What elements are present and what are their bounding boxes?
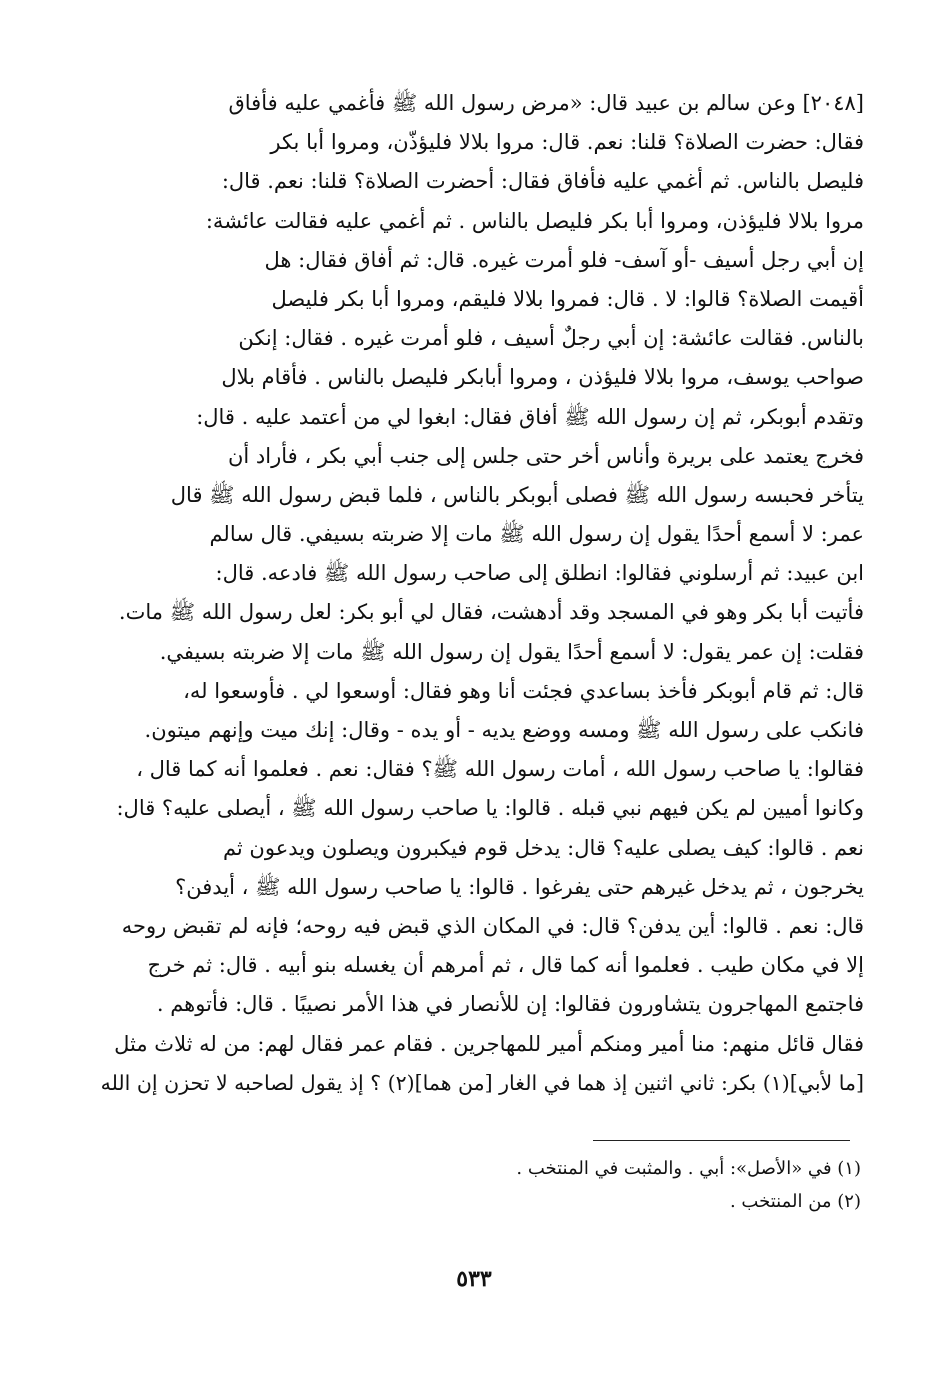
text-line-20: نعم . قالوا: كيف يصلى عليه؟ قال: يدخل قوم فيكبرون ويصلون ويدعون ثم — [222, 835, 864, 860]
text-line-13: ابن عبيد: ثم أرسلوني فقالوا: انطلق إلى صاحب رسول الله ﷺ فادعه. قال: — [215, 561, 864, 586]
text-line-5: إن أبي رجل أسيف -أو آسف- فلو أمرت غيره. قال: ثم أفاق فقال: هل — [264, 247, 864, 272]
footnote-1: (١) في «الأصل»: أبي . والمثبت في المنتخب . — [516, 1158, 861, 1179]
page-number: ٥٣٣ — [456, 1266, 492, 1292]
text-line-18: فقالوا: يا صاحب رسول الله ، أمات رسول الله ﷺ؟ فقال: نعم . فعلموا أنه كما قال ، — [136, 757, 864, 782]
text-line-6: أقيمت الصلاة؟ قالوا: لا . قال: فمروا بلالا فليقم، ومروا أبا بكر فليصل — [271, 286, 864, 311]
text-line-4: مروا بلالا فليؤذن، ومروا أبا بكر فليصل بالناس . ثم أغمي عليه فقالت عائشة: — [205, 208, 864, 233]
footnote-divider — [593, 1140, 850, 1141]
text-line-2: فقال: حضرت الصلاة؟ قلنا: نعم. قال: مروا بلالا فليؤذّن، ومروا أبا بكر — [270, 130, 864, 155]
text-line-16: قال: ثم قام أبوبكر فأخذ بساعدي فجئت أنا وهو فقال: أوسعوا لي . فأوسعوا له، — [183, 678, 864, 703]
text-line-9: وتقدم أبوبكر، ثم إن رسول الله ﷺ أفاق فقال: ابغوا لي من أعتمد عليه . قال: — [196, 404, 864, 429]
text-line-23: إلا في مكان طيب . فعلموا أنه كما قال ، ثم أمرهم أن يغسله بنو أبيه . قال: ثم خرج — [147, 953, 864, 978]
text-line-22: قال: نعم . قالوا: أين يدفن؟ قال: في المكان الذي قبض فيه روحه؛ فإنه لم تقبض روحه — [121, 913, 864, 938]
footnote-2: (٢) من المنتخب . — [729, 1191, 861, 1212]
text-line-11: يتأخر فحبسه رسول الله ﷺ فصلى أبوبكر بالناس ، فلما قبض رسول الله ﷺ قال — [170, 482, 864, 507]
text-line-3: فليصل بالناس. ثم أغمي عليه فأفاق فقال: أحضرت الصلاة؟ قلنا: نعم. قال: — [221, 169, 864, 194]
text-line-1: [٢٠٤٨] وعن سالم بن عبيد قال: «مرض رسول الله ﷺ فأغمي عليه فأفاق — [228, 91, 864, 115]
text-line-26: [ما لأبي](١) بكر: ثاني اثنين إذ هما في الغار [من هما](٢) ؟ إذ يقول لصاحبه لا تحزن إن الله — [100, 1070, 864, 1095]
text-line-21: يخرجون ، ثم يدخل غيرهم حتى يفرغوا . قالوا: يا صاحب رسول الله ﷺ ، أيدفن؟ — [175, 874, 864, 899]
text-line-24: فاجتمع المهاجرون يتشاورون فقالوا: إن للأنصار في هذا الأمر نصيبًا . قال: فأتوهم . — [156, 992, 864, 1017]
text-line-8: صواحب يوسف، مروا بلالا فليؤذن ، ومروا أبابكر فليصل بالناس . فأقام بلال — [221, 365, 864, 390]
text-line-7: بالناس. فقالت عائشة: إن أبي رجلٌ أسيف ، فلو أمرت غيره . فقال: إنكن — [238, 326, 864, 351]
hadith-text-block — [96, 84, 864, 1103]
text-line-12: عمر: لا أسمع أحدًا يقول إن رسول الله ﷺ مات إلا ضربته بسيفي. قال سالم — [209, 522, 864, 547]
text-line-19: وكانوا أميين لم يكن فيهم نبي قبله . قالوا: يا صاحب رسول الله ﷺ ، أيصلى عليه؟ قال: — [116, 796, 864, 821]
text-line-17: فانكب على رسول الله ﷺ ومسه ووضع يديه - أو يده - وقال: إنك ميت وإنهم ميتون. — [144, 718, 864, 742]
footnotes — [96, 1152, 861, 1218]
text-line-25: فقال قائل منهم: منا أمير ومنكم أمير للمهاجرين . فقام عمر فقال لهم: من له ثلاث مثل — [114, 1031, 864, 1056]
text-line-15: فقلت: إن عمر يقول: لا أسمع أحدًا يقول إن رسول الله ﷺ مات إلا ضربته بسيفي. — [159, 639, 864, 664]
text-line-10: فخرج يعتمد على بريرة وأناس أخر حتى جلس إلى جنب أبي بكر ، فأراد أن — [228, 443, 864, 468]
text-line-14: فأتيت أبا بكر وهو في المسجد وقد أدهشت، فقال لي أبو بكر: لعل رسول الله ﷺ مات. — [118, 600, 864, 625]
